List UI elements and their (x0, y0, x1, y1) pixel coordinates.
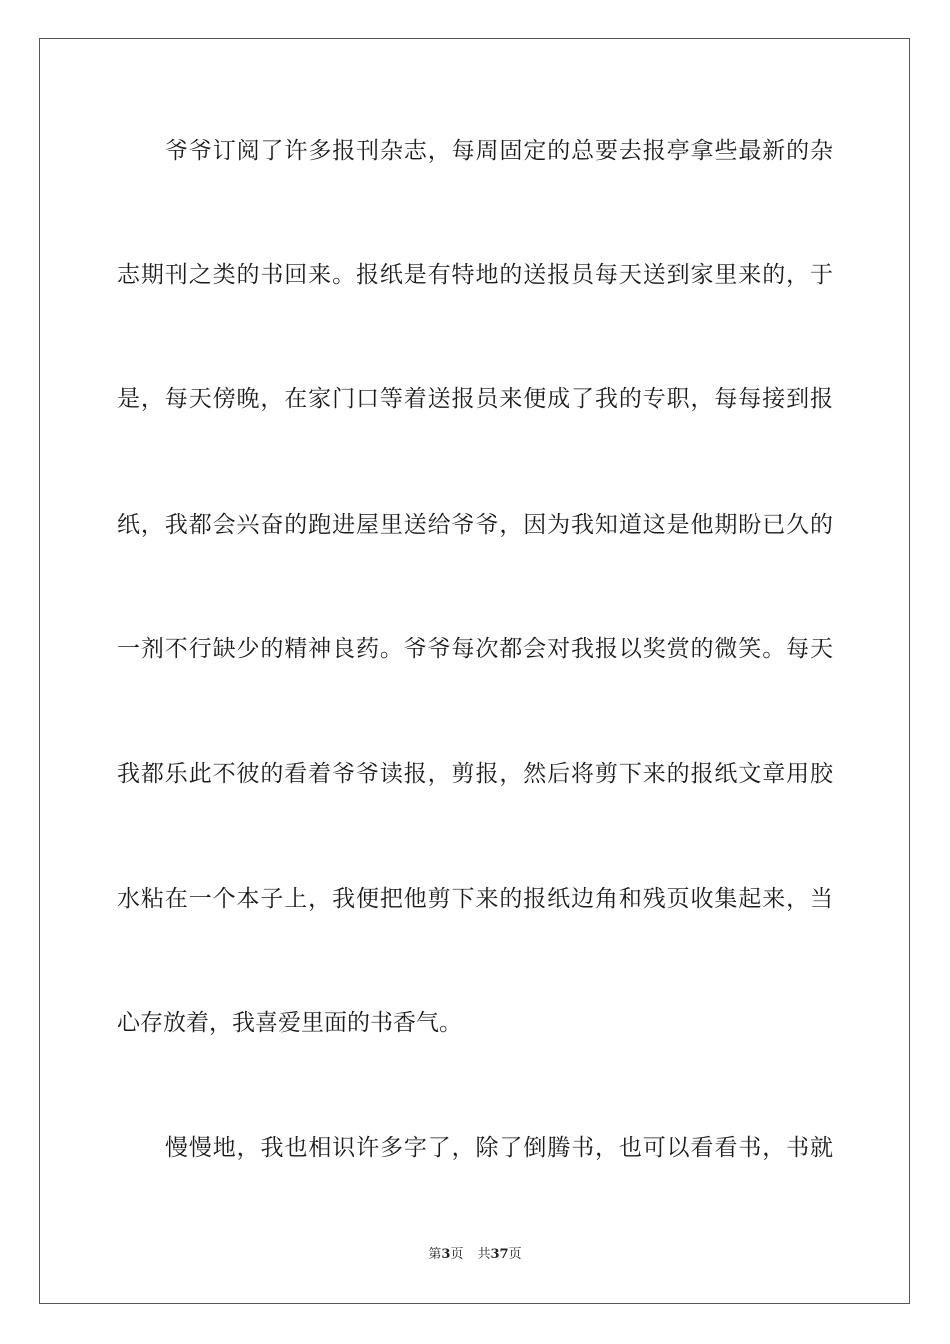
page-footer (0, 1246, 950, 1264)
paragraph-line-1: 爷爷订阅了许多报刊杂志，每周固定的总要去报亭拿些最新的杂 (165, 138, 833, 164)
page-number: 3 (441, 1247, 451, 1262)
page-border (39, 38, 910, 1304)
total-prefix: 共 (477, 1247, 491, 1262)
paragraph-line-2: 志期刊之类的书回来。报纸是有特地的送报员每天送到家里来的，于 (117, 262, 833, 288)
paragraph-line-9: 慢慢地，我也相识许多字了，除了倒腾书，也可以看看书，书就 (165, 1135, 833, 1161)
paragraph-line-7: 水粘在一个本子上，我便把他剪下来的报纸边角和残页收集起来，当 (117, 886, 833, 912)
total-pages: 37 (490, 1247, 509, 1262)
page-suffix: 页 (450, 1247, 464, 1262)
paragraph-line-4: 纸，我都会兴奋的跑进屋里送给爷爷，因为我知道这是他期盼已久的 (117, 512, 833, 538)
page-prefix: 第 (428, 1247, 442, 1262)
total-suffix: 页 (508, 1247, 522, 1262)
paragraph-line-6: 我都乐此不彼的看着爷爷读报，剪报，然后将剪下来的报纸文章用胶 (117, 761, 833, 787)
paragraph-line-5: 一剂不行缺少的精神良药。爷爷每次都会对我报以奖赏的微笑。每天 (117, 636, 833, 662)
paragraph-line-3: 是，每天傍晚，在家门口等着送报员来便成了我的专职，每每接到报 (117, 386, 833, 412)
paragraph-line-8: 心存放着，我喜爱里面的书香气。 (117, 1010, 462, 1036)
